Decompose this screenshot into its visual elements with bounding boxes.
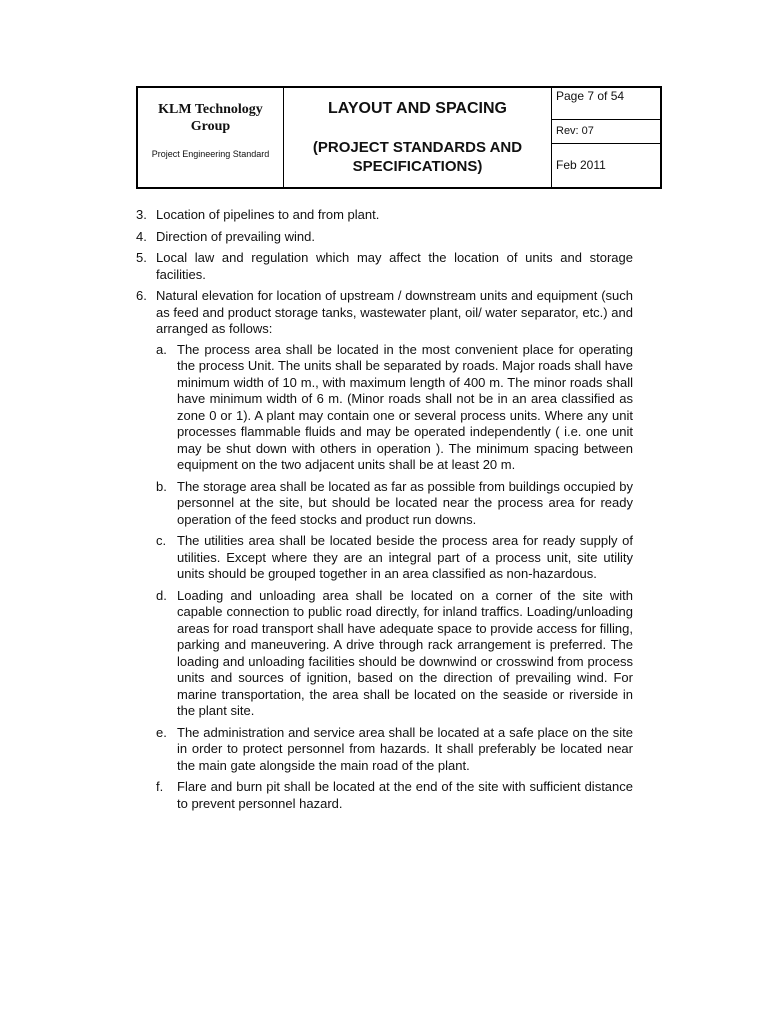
sub-item bbox=[156, 342, 633, 474]
item-text: Direction of prevailing wind. bbox=[156, 228, 315, 244]
title-cell bbox=[284, 88, 552, 187]
document-body bbox=[136, 207, 633, 822]
page-number: Page 7 of 54 bbox=[552, 88, 660, 120]
meta-cell bbox=[552, 88, 660, 187]
item-number: 6. bbox=[136, 288, 147, 303]
sub-item bbox=[156, 588, 633, 720]
sub-item bbox=[156, 779, 633, 812]
sub-item-letter: a. bbox=[156, 341, 167, 357]
list-item bbox=[136, 250, 633, 283]
sub-item-text: The administration and service area shall be located at a safe place on the site in order to protect personnel from hazards. It shall preferably be located near the main gate alongside the main road of the plant. bbox=[177, 724, 633, 773]
item-text: Location of pipelines to and from plant. bbox=[156, 207, 380, 222]
standard-label: Project Engineering Standard bbox=[151, 149, 270, 159]
sub-list bbox=[156, 342, 633, 813]
list-item bbox=[136, 207, 633, 224]
company-cell bbox=[138, 88, 284, 187]
sub-item-letter: c. bbox=[156, 533, 167, 548]
sub-item-text: The storage area shall be located as far as possible from buildings occupied by personnel at the site, but should be located near the process area for ready operation of the feed stocks and product run downs. bbox=[177, 478, 633, 527]
item-number: 3. bbox=[136, 207, 147, 222]
sub-item-text: The utilities area shall be located beside the process area for ready supply of utilities. Except where they are an integral part of a process unit, site utility units should be grouped together in an area classified as non-hazardous. bbox=[177, 533, 633, 581]
sub-item-text: The process area shall be located in the most convenient place for operating the process Unit. The units shall be separated by roads. Major roads shall have minimum width of 10 m., with maximum length of 400 m. The minor roads shall have minimum width of 6 m. (Minor roads shall not be in an area classified as zone 0 or 1). A plant may contain one or several process units. Where any unit processes flammable fluids and may be operated independently ( i.e. one unit may be shut down with others in operation ). The minimum spacing between equipment on the two adjacent units shall be at least 20 m. bbox=[177, 341, 633, 472]
sub-item-letter: d. bbox=[156, 587, 167, 603]
sub-item-letter: e. bbox=[156, 724, 167, 740]
document-date: Feb 2011 bbox=[556, 158, 606, 172]
sub-item-text: Flare and burn pit shall be located at the end of the site with sufficient distance to prevent personnel hazard. bbox=[177, 779, 633, 811]
item-text: Natural elevation for location of upstream / downstream units and equipment (such as feed and product storage tanks, wastewater plant, oil/ water separator, etc.) and arranged as follows: bbox=[156, 288, 633, 336]
sub-item-letter: f. bbox=[156, 779, 164, 794]
sub-item bbox=[156, 479, 633, 529]
document-header-table bbox=[136, 86, 662, 189]
list-item bbox=[136, 288, 633, 817]
document-title: LAYOUT AND SPACING bbox=[328, 100, 507, 117]
document-subtitle: (PROJECT STANDARDS AND SPECIFICATIONS) bbox=[312, 139, 523, 175]
revision: Rev: 07 bbox=[552, 120, 660, 144]
item-number: 5. bbox=[136, 250, 147, 265]
list-item bbox=[136, 229, 633, 246]
sub-item bbox=[156, 533, 633, 583]
sub-item-letter: b. bbox=[156, 478, 167, 494]
item-text: Local law and regulation which may affect the location of units and storage facilities. bbox=[156, 250, 633, 282]
item-number: 4. bbox=[136, 228, 147, 244]
sub-item-text: Loading and unloading area shall be located on a corner of the site with capable connection to public road directly, for inland traffics. Loading/unloading areas for road transport shall have adequate space to provide access for filling, parking and maneuvering. A drive through rack arrangement is preferred. The loading and unloading facilities should be downwind or crosswind from process units and sources of ignition, based on the direction of prevailing wind. For marine transportation, the area shall be located on the seaside or riverside in the plant site. bbox=[177, 587, 633, 718]
sub-item bbox=[156, 725, 633, 775]
item-body bbox=[156, 288, 633, 817]
company-name: KLM Technology Group bbox=[158, 102, 263, 134]
